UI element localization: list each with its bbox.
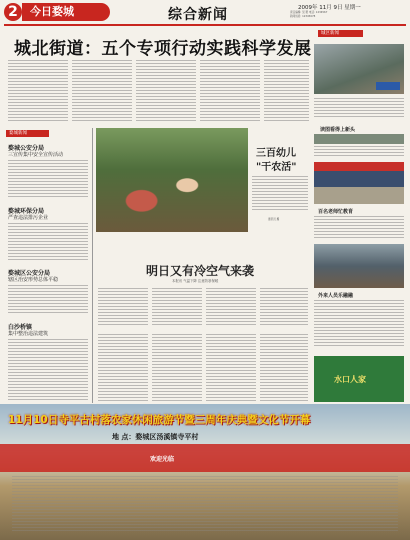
top-story-col-2 (72, 60, 132, 123)
right-photo-4-text (314, 300, 404, 346)
right-photo-2 (314, 134, 404, 144)
feature-title-2: "干农活" (256, 162, 297, 173)
right-photo-1-badge (376, 82, 400, 90)
masthead-date: 2009年 11月 9日 星期一 (298, 5, 361, 11)
left-column-rule (92, 128, 93, 403)
left-item4-body (8, 339, 88, 401)
mid-col-4 (260, 334, 308, 402)
weather-col-3 (206, 288, 256, 326)
mid-col-3 (206, 334, 256, 402)
banner-text (12, 476, 398, 532)
mid-col-2 (152, 334, 202, 402)
feature-title-1: 三百幼儿 (256, 148, 296, 159)
masthead-editor: 责任编辑: 吴 珺 电话: 1234567 (290, 11, 328, 14)
banner-location: 地 点：婺城区汤溪镇寺平村 (112, 432, 199, 441)
top-headline: 城北街道：五个专项行动实践科学发展 (14, 39, 312, 59)
top-story-col-4 (200, 60, 260, 123)
left-item4-title: 白沙桥镇 (8, 324, 33, 331)
top-story-col-5 (264, 60, 309, 123)
left-item3-body (8, 285, 88, 315)
feature-credit: 通讯员 摄 (268, 218, 280, 221)
masthead-email: 新闻线索: 12345678 (290, 15, 316, 18)
ad-text: 水口人家 (334, 374, 366, 384)
mid-col-1 (98, 334, 148, 402)
right-tag: 城区新闻 (318, 30, 363, 37)
banner-red-strip (0, 444, 410, 472)
weather-col-2 (152, 288, 202, 326)
left-item2-sub: 严查违法排污企业 (8, 215, 49, 221)
right-caption-3: 外来人员乐融融 (318, 293, 354, 299)
left-item3-sub: 辖区治安形势总体平稳 (8, 277, 59, 283)
right-caption-2: 百名老师忙教育 (318, 209, 354, 215)
feature-photo (96, 128, 248, 232)
left-item3-title: 婺城区公安分局 (8, 270, 51, 277)
right-photo-3 (314, 162, 404, 204)
top-story-col-1 (8, 60, 68, 123)
banner-title: 11月10日寺平古村落农家休闲旅游节暨三周年庆典暨文化节开幕 (8, 414, 311, 426)
right-photo-4 (314, 244, 404, 288)
masthead-rule (4, 24, 406, 26)
banner-ribbon: 欢迎光临 (150, 456, 175, 463)
masthead-section: 综合新闻 (168, 7, 228, 23)
masthead-paper-name: 今日婺城 (22, 3, 110, 21)
top-story-col-3 (136, 60, 196, 123)
left-item4-sub: 集中整治违法建筑 (8, 331, 49, 337)
left-item1-body (8, 160, 88, 198)
left-section-tag: 婺城新闻 (6, 130, 49, 137)
left-item1-sub: 三宣传集中安全宣传活动 (8, 152, 64, 158)
right-photo-2-text (314, 146, 404, 158)
weather-col-1 (98, 288, 148, 326)
right-photo-3-text (314, 216, 404, 240)
masthead-page-number: 2 (4, 3, 22, 21)
weather-subline: 本报讯 气温下降 注意防寒保暖 (172, 279, 219, 283)
weather-headline: 明日又有冷空气来袭 (146, 264, 255, 278)
weather-col-4 (260, 288, 308, 326)
right-photo-1-text (314, 98, 404, 118)
right-caption-1: 读图看得上新头 (320, 127, 356, 133)
left-item1-title: 婺城公安分局 (8, 145, 45, 152)
left-item2-body (8, 223, 88, 261)
feature-body (252, 176, 308, 210)
left-item2-title: 婺城环保分局 (8, 208, 45, 215)
